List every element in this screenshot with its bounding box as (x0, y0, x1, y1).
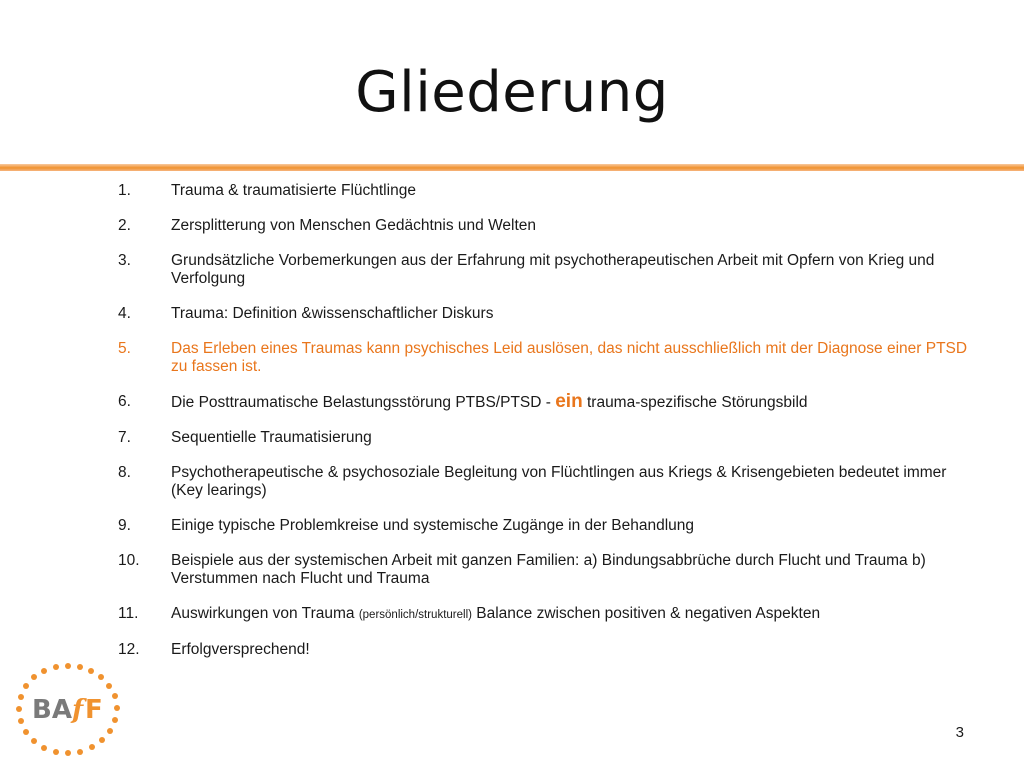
list-item (118, 182, 968, 200)
item-text: Das Erleben eines Traumas kann psychisches Leid auslösen, das nicht ausschließlich mit der Diagnose einer PTSD zu fassen ist. (171, 340, 968, 375)
list-item (118, 517, 968, 535)
item-number: 12. (118, 641, 140, 658)
item-number: 2. (118, 217, 131, 234)
logo-text-F: F (85, 695, 103, 725)
list-item (118, 252, 968, 288)
item-text: Erfolgversprechend! (171, 641, 310, 658)
list-item-highlighted (118, 340, 968, 376)
item-number: 9. (118, 517, 131, 534)
item-text-part: Auswirkungen von Trauma (171, 605, 359, 622)
item-text (171, 605, 968, 624)
item-number: 6. (118, 393, 131, 410)
item-number: 10. (118, 552, 140, 569)
slide-title: Gliederung (355, 60, 669, 125)
item-text: Zersplitterung von Menschen Gedächtnis und Welten (171, 217, 537, 234)
item-text: Psychotherapeutische & psychosoziale Begleitung von Flüchtlingen aus Kriegs & Krisengebieten bedeutet immer (Key learings) (171, 464, 947, 499)
item-text-part: Balance zwischen positiven & negativen Aspekten (471, 605, 821, 622)
list-item (118, 429, 968, 447)
item-text: Grundsätzliche Vorbemerkungen aus der Erfahrung mit psychotherapeutischen Arbeit mit Opfern von Krieg und Verfolgung (171, 252, 935, 287)
item-number: 1. (118, 182, 131, 199)
baff-logo (10, 658, 126, 762)
logo-text-f: f (72, 695, 84, 725)
list-item (118, 552, 968, 588)
outline-list (118, 182, 968, 676)
list-item (118, 464, 968, 500)
list-item (118, 641, 968, 659)
item-number: 5. (118, 340, 131, 357)
item-text: Trauma & traumatisierte Flüchtlinge (171, 182, 416, 199)
item-text: Trauma: Definition &wissenschaftlicher Diskurs (171, 305, 494, 322)
logo-text-ba: BA (32, 695, 72, 725)
list-item (118, 305, 968, 323)
list-item (118, 393, 968, 412)
item-text-part: trauma-spezifische Störungsbild (582, 394, 808, 411)
list-item (118, 217, 968, 235)
item-text-part: Die Posttraumatische Belastungsstörung PTBS/PTSD - (171, 394, 556, 411)
item-number: 4. (118, 305, 131, 322)
item-text: Sequentielle Traumatisierung (171, 429, 372, 446)
list-item (118, 605, 968, 624)
item-text: Beispiele aus der systemischen Arbeit mit ganzen Familien: a) Bindungsabbrüche durch Flucht und Trauma b) Verstummen nach Flucht und Trauma (171, 552, 926, 587)
item-text-emphasis: ein (555, 391, 583, 412)
item-text: Einige typische Problemkreise und systemische Zugänge in der Behandlung (171, 517, 694, 534)
item-number: 7. (118, 429, 131, 446)
title-divider (0, 164, 1024, 172)
item-number: 8. (118, 464, 131, 481)
item-text (171, 393, 968, 412)
item-number: 11. (118, 605, 139, 622)
item-number: 3. (118, 252, 131, 269)
page-number: 3 (955, 724, 964, 741)
item-text-small: (persönlich/strukturell) (358, 609, 472, 621)
